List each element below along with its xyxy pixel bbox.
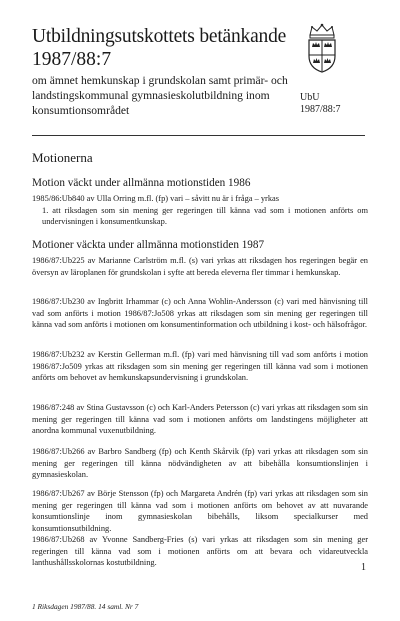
side-ref-number: 1987/88:7 [300, 104, 341, 115]
document-title: Utbildningsutskottets betänkande [32, 26, 287, 47]
side-reference [300, 92, 341, 116]
motion-paragraph: 1986/87:Ub268 av Yvonne Sandberg-Fries (s) vari yrkas att riksdagen som sin mening ger regeringen till känna vad som i motionen anförts om att bevara och vidareutveckla lanthushållsskolornas kostutbildning. [32, 535, 368, 568]
subheading-1986: Motion väckt under allmänna motionstiden 1986 [32, 177, 251, 189]
motion-paragraph: 1986/87:248 av Stina Gustavsson (c) och Karl-Anders Petersson (c) vari yrkas att riksdagen som sin mening ger regeringen till känna vad som i motionen anförts om landstingens möjligheter att anordna kommunal vuxenutbildning. [32, 403, 368, 436]
motion-1986-paragraph [32, 193, 368, 228]
subheading-1987: Motioner väckta under allmänna motionstiden 1987 [32, 239, 265, 251]
header-divider [32, 135, 365, 136]
document-number: 1987/88:7 [32, 49, 112, 70]
section-heading: Motionerna [32, 150, 93, 165]
page-number: 1 [361, 562, 366, 573]
motion-claim: 1. att riksdagen som sin mening ger regeringen till känna vad som i motionen anförts om undervisningen i konsumentkunskap. [42, 205, 368, 227]
motion-text: 1985/86:Ub840 av Ulla Orring m.fl. (fp) vari – såvitt nu är i fråga – yrkas [32, 194, 280, 203]
motion-paragraph: 1986/87:Ub232 av Kerstin Gellerman m.fl. (fp) vari med hänvisning till vad som anförts i motion 1986/87:Jo509 yrkas att riksdagen som sin mening ger regeringen till känna vad som i motionen anförts om behovet av hemkunskapsundervisning i grundskolan. [32, 350, 368, 383]
document-subtitle: om ämnet hemkunskap i grundskolan samt primär- och landstingskommunal gymnasieskolutbildning inom konsumtionsområdet [32, 74, 288, 117]
motion-paragraph: 1986/87:Ub267 av Börje Stensson (fp) och Margareta Andrén (fp) vari yrkas att riksdagen som sin mening ger regeringen till känna vad som i motionen anförts om behovet av att nuvarande konsumtionslinje inom gymnasieskolan bibehålls, liksom specialkurser med konsumtionsutbildning. [32, 489, 368, 533]
page-footer: 1 Riksdagen 1987/88. 14 saml. Nr 7 [32, 602, 139, 611]
motion-paragraph: 1986/87:Ub266 av Barbro Sandberg (fp) och Kenth Skårvik (fp) vari yrkas att riksdagen som sin mening ger regeringen till känna nödvändigheten av att bibehålla konsumtionslinjen i gymnasieskolan. [32, 447, 368, 480]
motion-paragraph: 1986/87:Ub225 av Marianne Carlström m.fl. (s) vari yrkas att riksdagen hos regeringen begär en översyn av läroplanen för grundskolan i syfte att bereda eleverna fler timmar i hemkunskap. [32, 256, 368, 277]
motion-paragraph: 1986/87:Ub230 av Ingbritt Irhammar (c) och Anna Wohlin-Andersson (c) vari med hänvisning till vad som anförts i motion 1986/87:Jo508 yrkas att riksdagen som sin mening ger regeringen till känna vad som anförts i motionen om konsumentinformation och utbildning i kost- och hälsofrågor. [32, 297, 368, 330]
side-ref-committee: UbU [300, 92, 320, 103]
swedish-coat-of-arms-icon [302, 22, 342, 74]
